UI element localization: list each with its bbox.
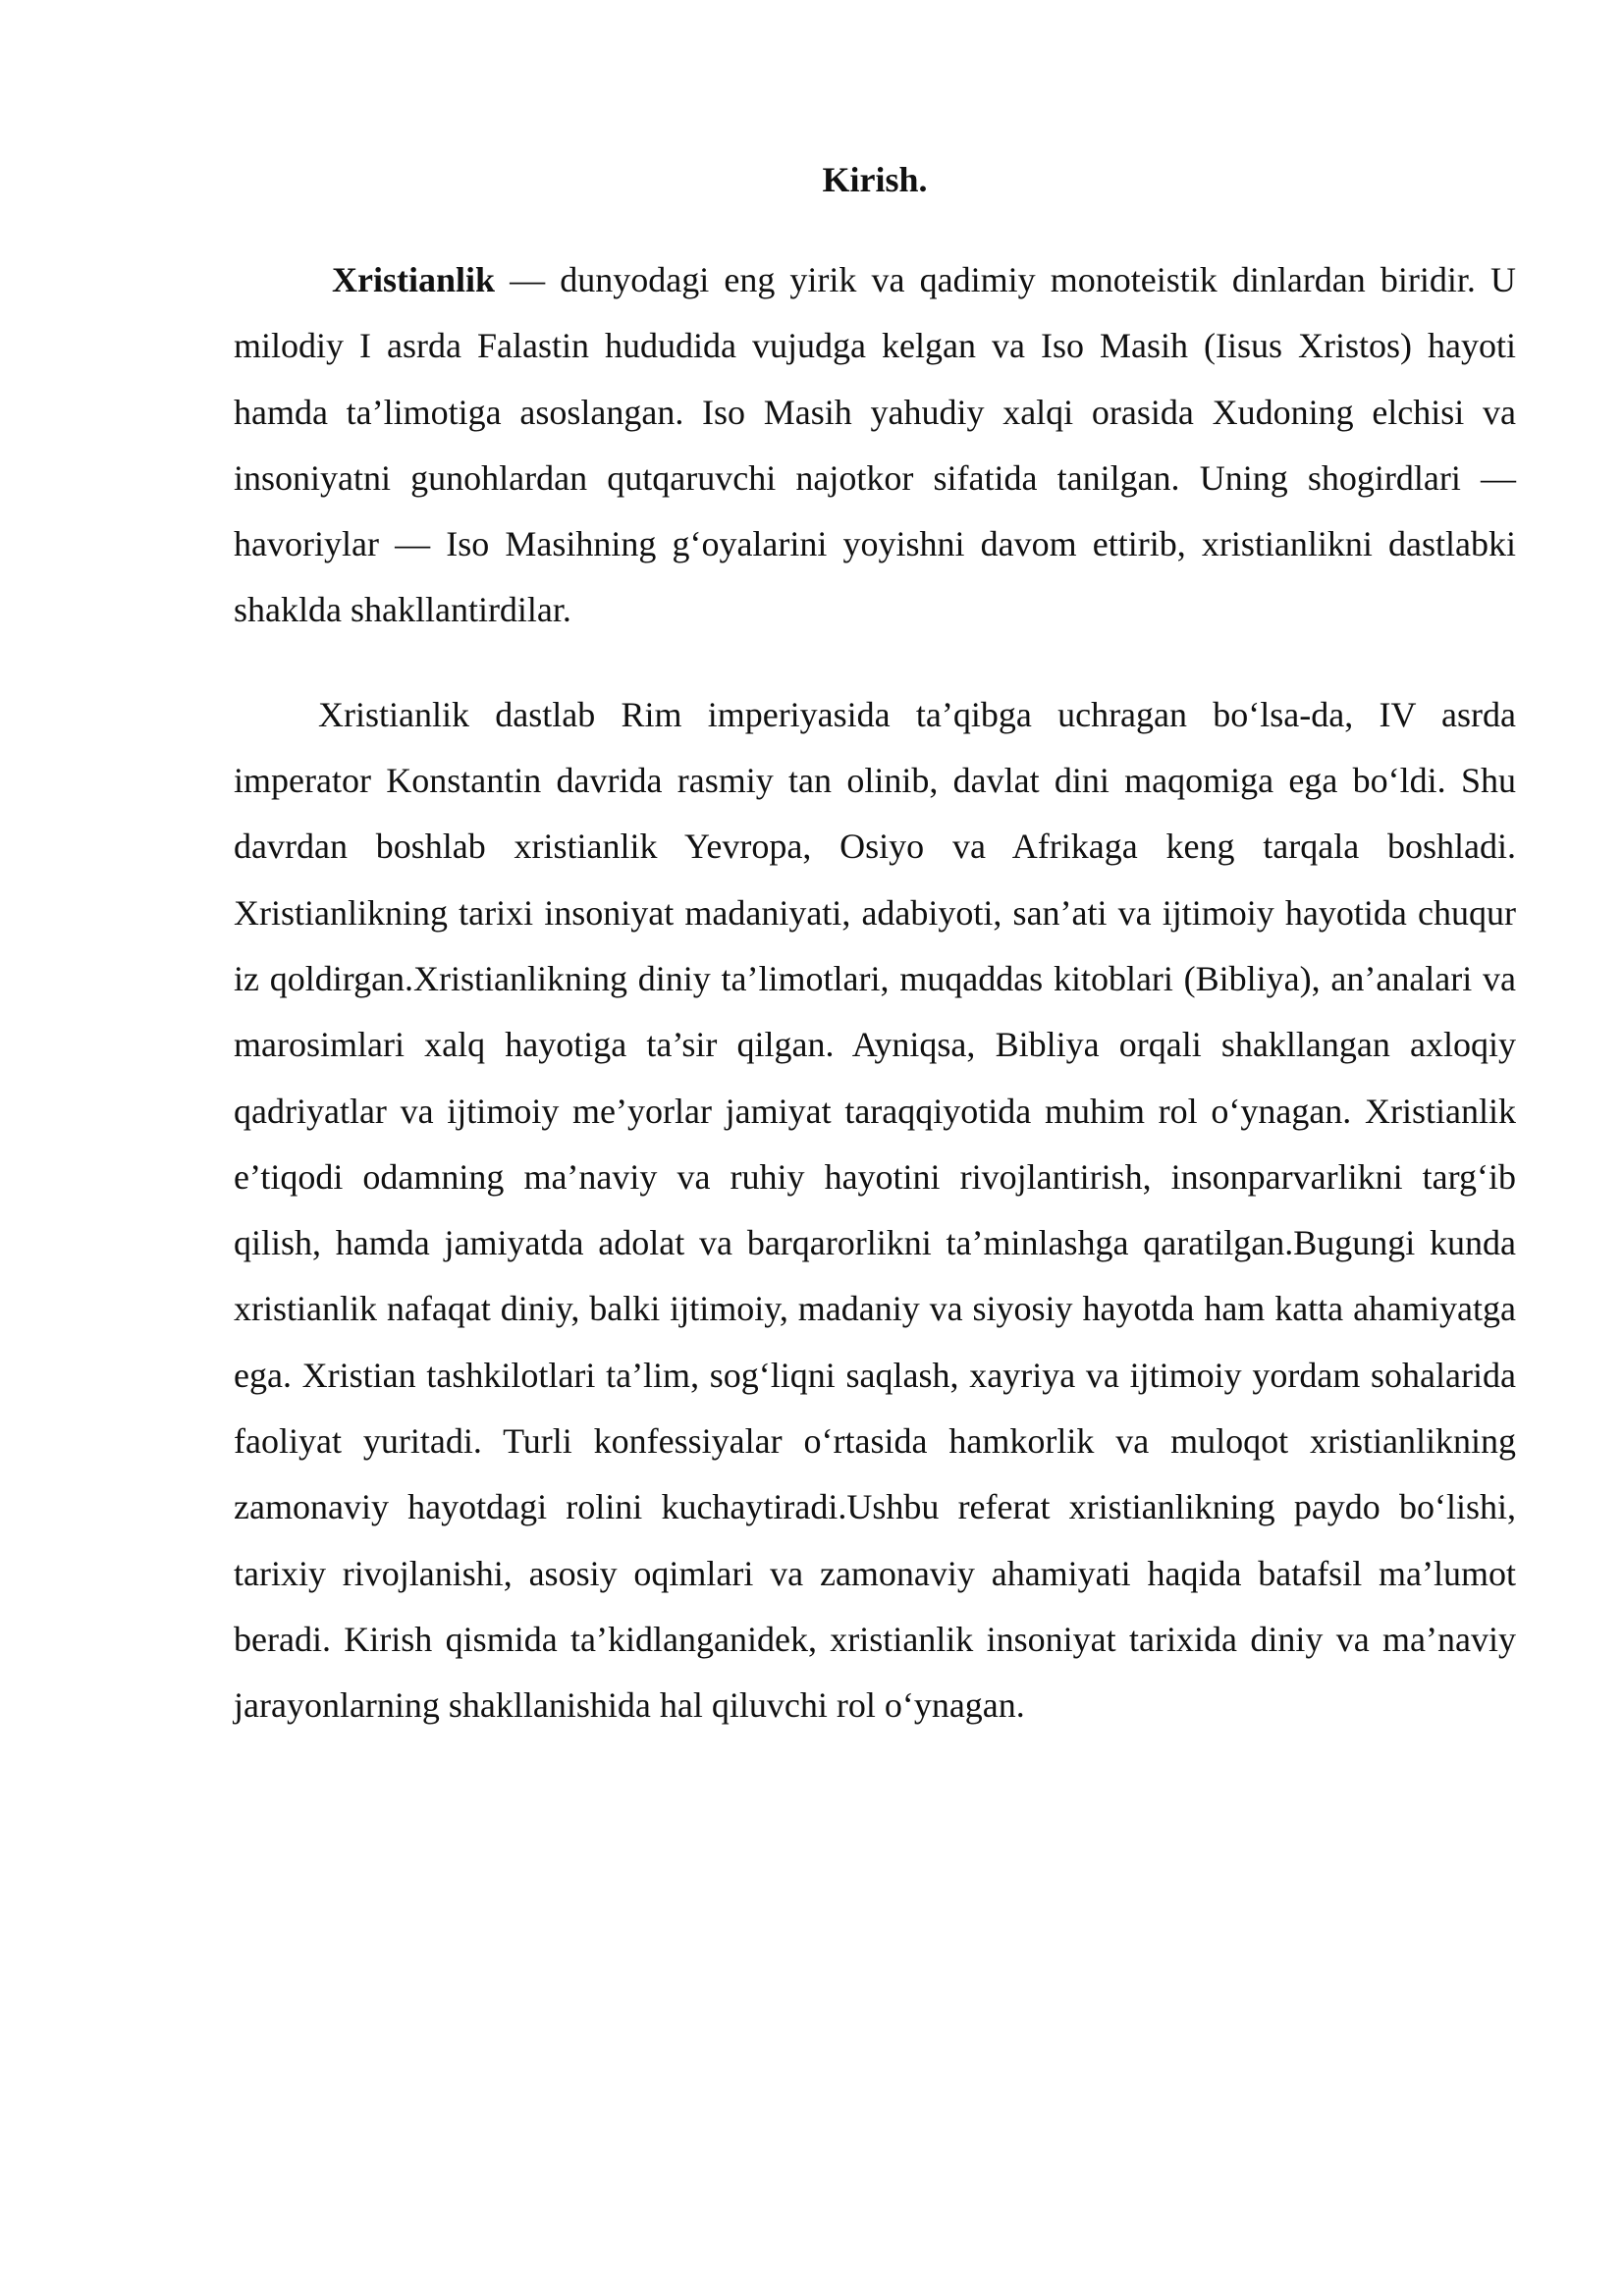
paragraph-intro bbox=[234, 247, 1516, 644]
paragraph-history: Xristianlik dastlab Rim imperiyasida ta’qibga uchragan bo‘lsa-da, IV asrda imperator Konstantin davrida rasmiy tan olinib, davlat dini maqomiga ega bo‘ldi. Shu davrdan boshlab xristianlik Yevropa, Osiyo va Afrikaga keng tarqala boshladi. Xristianlikning tarixi insoniyat madaniyati, adabiyoti, san’ati va ijtimoiy hayotida chuqur iz qoldirgan.Xristianlikning diniy ta’limotlari, muqaddas kitoblari (Bibliya), an’analari va marosimlari xalq hayotiga ta’sir qilgan. Ayniqsa, Bibliya orqali shakllangan axloqiy qadriyatlar va ijtimoiy me’yorlar jamiyat taraqqiyotida muhim rol o‘ynagan. Xristianlik e’tiqodi odamning ma’naviy va ruhiy hayotini rivojlantirish, insonparvarlikni targ‘ib qilish, hamda jamiyatda adolat va barqarorlikni ta’minlashga qaratilgan.Bugungi kunda xristianlik nafaqat diniy, balki ijtimoiy, madaniy va siyosiy hayotda ham katta ahamiyatga ega. Xristian tashkilotlari ta’lim, sog‘liqni saqlash, xayriya va ijtimoiy yordam sohalarida faoliyat yuritadi. Turli konfessiyalar o‘rtasida hamkorlik va muloqot xristianlikning zamonaviy hayotdagi rolini kuchaytiradi.Ushbu referat xristianlikning paydo bo‘lishi, tarixiy rivojlanishi, asosiy oqimlari va zamonaviy ahamiyati haqida batafsil ma’lumot beradi. Kirish qismida ta’kidlanganidek, xristianlik insoniyat tarixida diniy va ma’naviy jarayonlarning shakllanishida hal qiluvchi rol o‘ynagan. bbox=[234, 694, 1516, 1726]
document-body bbox=[234, 147, 1516, 1739]
paragraph-intro-text: — dunyodagi eng yirik va qadimiy monoteistik dinlardan biridir. U milodiy I asrda Falastin hududida vujudga kelgan va Iso Masih (Iisus Xristos) hayoti hamda ta’limotiga asoslangan. Iso Masih yahudiy xalqi orasida Xudoning elchisi va insoniyatni gunohlardan qutqaruvchi najotkor sifatida tanilgan. Uning shogirdlari — havoriylar — Iso Masihning g‘oyalarini yoyishni davom ettirib, xristianlikni dastlabki shaklda shakllantirdilar. bbox=[234, 260, 1516, 630]
lead-term: Xristianlik bbox=[332, 260, 496, 299]
page-title: Kirish. bbox=[822, 160, 928, 199]
